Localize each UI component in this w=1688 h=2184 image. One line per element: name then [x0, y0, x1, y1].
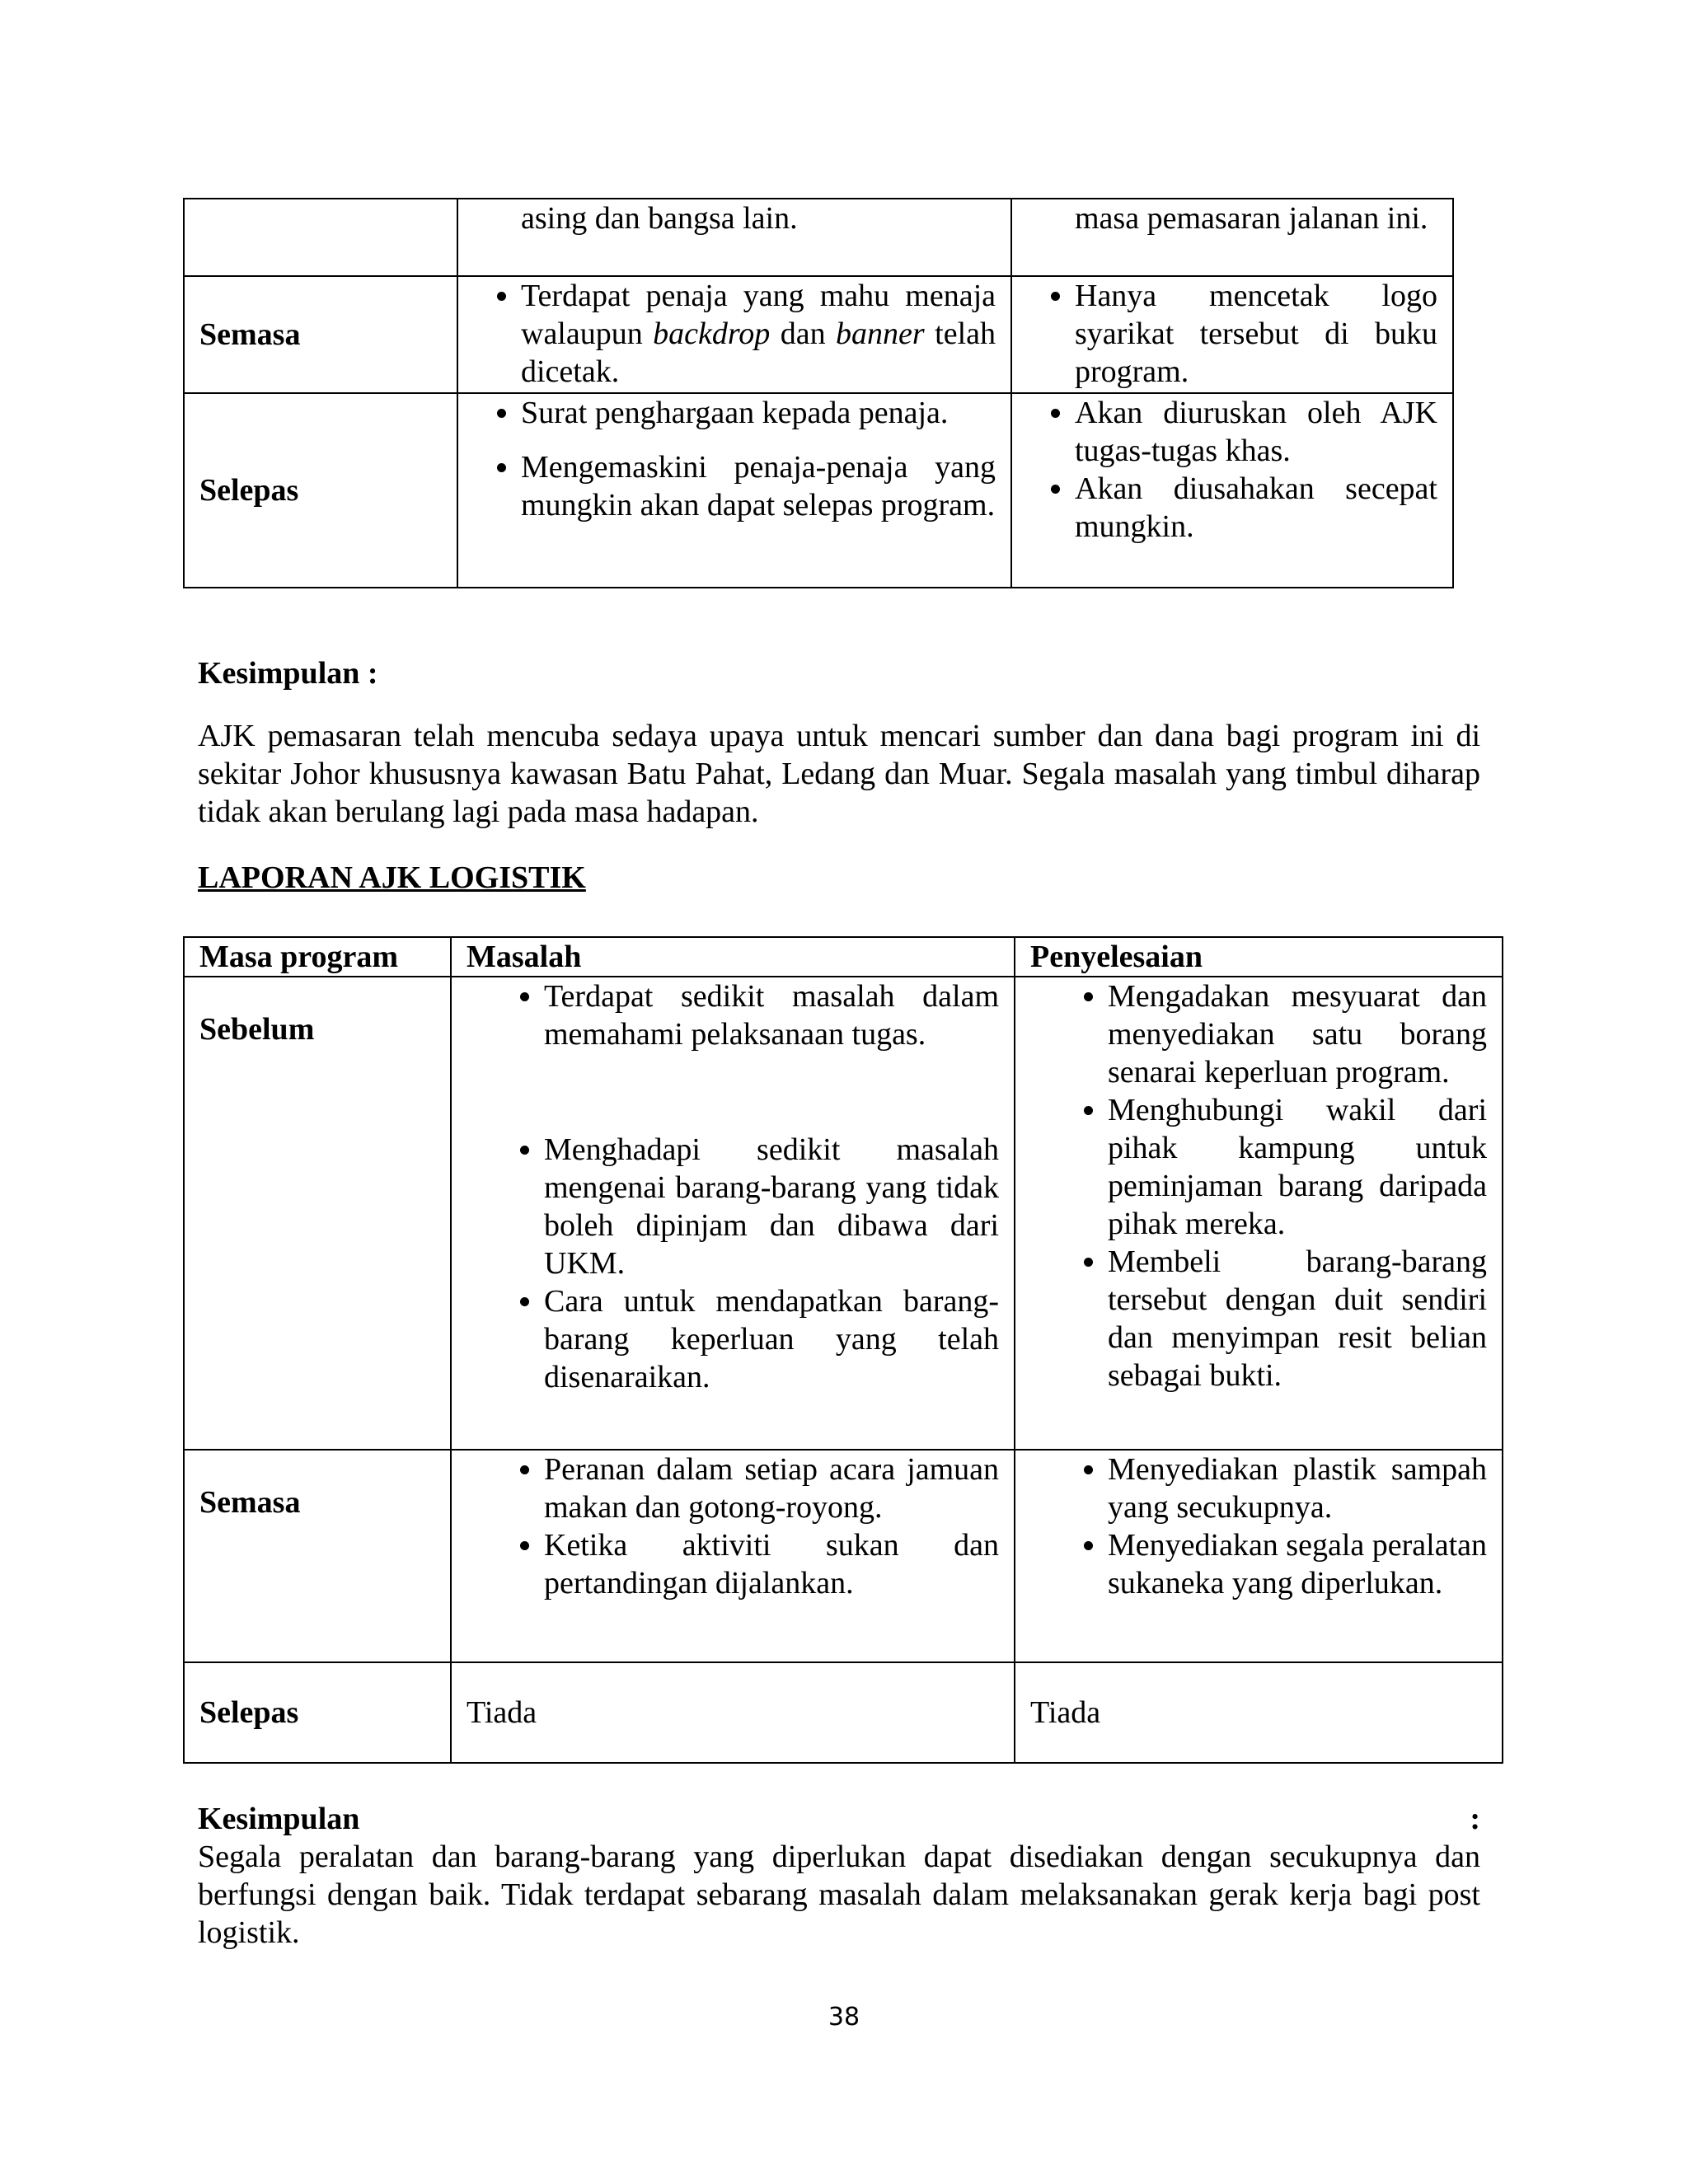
table-cell: Tiada: [1015, 1662, 1503, 1763]
kesimpulan-heading: Kesimpulan :: [198, 656, 378, 691]
table-cell: [1015, 1450, 1503, 1662]
table-pemasaran: [183, 198, 1454, 588]
list-item: • Ketika aktiviti sukan dan pertandingan dijalankan.: [544, 1526, 999, 1602]
row-label: Semasa: [184, 1450, 451, 1662]
table-cell: [457, 393, 1011, 588]
table-row: [184, 276, 1453, 393]
list-item: • Peranan dalam setiap acara jamuan makan dan gotong-royong.: [544, 1451, 999, 1526]
table-cell: [184, 199, 457, 276]
list-item: • Mengadakan mesyuarat dan menyediakan satu borang senarai keperluan program.: [1108, 977, 1487, 1091]
list-item: • Menyediakan plastik sampah yang secukupnya.: [1108, 1451, 1487, 1526]
table-cell: asing dan bangsa lain.: [457, 199, 1011, 276]
list-item: • Akan diusahakan secepat mungkin.: [1075, 470, 1437, 546]
page-number: 38: [828, 2003, 860, 2032]
list-item: • Hanya mencetak logo syarikat tersebut di buku program.: [1075, 277, 1437, 391]
row-label: Selepas: [184, 1662, 451, 1763]
table-row: [184, 1450, 1503, 1662]
table-header-row: [184, 937, 1503, 977]
section-title: LAPORAN AJK LOGISTIK: [198, 860, 586, 895]
list-item: • Surat penghargaan kepada penaja.: [521, 394, 996, 432]
list-item: • Terdapat sedikit masalah dalam memahami pelaksanaan tugas.: [544, 977, 999, 1053]
row-label: Sebelum: [184, 977, 451, 1450]
table-cell: [451, 1450, 1015, 1662]
table-cell: masa pemasaran jalanan ini.: [1011, 199, 1453, 276]
row-label: Semasa: [184, 276, 457, 393]
list-item: • Terdapat penaja yang mahu menaja walaupun backdrop dan banner telah dicetak.: [521, 277, 996, 391]
list-item: • Menghadapi sedikit masalah mengenai barang-barang yang tidak boleh dipinjam dan dibawa dari UKM.: [544, 1131, 999, 1282]
table-logistik: [183, 936, 1503, 1764]
table-cell: [1015, 977, 1503, 1450]
column-header: Masalah: [451, 937, 1015, 977]
kesimpulan2-heading-line: [198, 1800, 1480, 1838]
table-row: [184, 393, 1453, 588]
table-cell: Tiada: [451, 1662, 1015, 1763]
list-item: • Mengemaskini penaja-penaja yang mungkin akan dapat selepas program.: [521, 448, 996, 524]
kesimpulan2-paragraph: Segala peralatan dan barang-barang yang diperlukan dapat disediakan dengan secukupnya dan berfungsi dengan baik. Tidak terdapat sebarang masalah dalam melaksanakan gerak kerja bagi post logistik.: [198, 1840, 1480, 1950]
table-cell: [1011, 276, 1453, 393]
column-header: Penyelesaian: [1015, 937, 1503, 977]
table-cell: [451, 977, 1015, 1450]
row-label: Selepas: [184, 393, 457, 588]
table-row: [184, 977, 1503, 1450]
kesimpulan2-heading: Kesimpulan: [198, 1802, 360, 1836]
list-item: • Menghubungi wakil dari pihak kampung untuk peminjaman barang daripada pihak mereka.: [1108, 1091, 1487, 1243]
list-item: • Cara untuk mendapatkan barang-barang keperluan yang telah disenaraikan.: [544, 1282, 999, 1396]
kesimpulan2-colon: :: [1470, 1802, 1480, 1836]
table-row: [184, 199, 1453, 276]
list-item: • Akan diuruskan oleh AJK tugas-tugas khas.: [1075, 394, 1437, 470]
list-item: • Menyediakan segala peralatan sukaneka yang diperlukan.: [1108, 1526, 1487, 1602]
kesimpulan-paragraph: AJK pemasaran telah mencuba sedaya upaya untuk mencari sumber dan dana bagi program ini di sekitar Johor khususnya kawasan Batu Pahat, Ledang dan Muar. Segala masalah yang timbul diharap tidak akan berulang lagi pada masa hadapan.: [198, 719, 1480, 829]
column-header: Masa program: [184, 937, 451, 977]
table-row: [184, 1662, 1503, 1763]
table-cell: [457, 276, 1011, 393]
table-cell: [1011, 393, 1453, 588]
list-item: • Membeli barang-barang tersebut dengan duit sendiri dan menyimpan resit belian sebagai bukti.: [1108, 1243, 1487, 1394]
